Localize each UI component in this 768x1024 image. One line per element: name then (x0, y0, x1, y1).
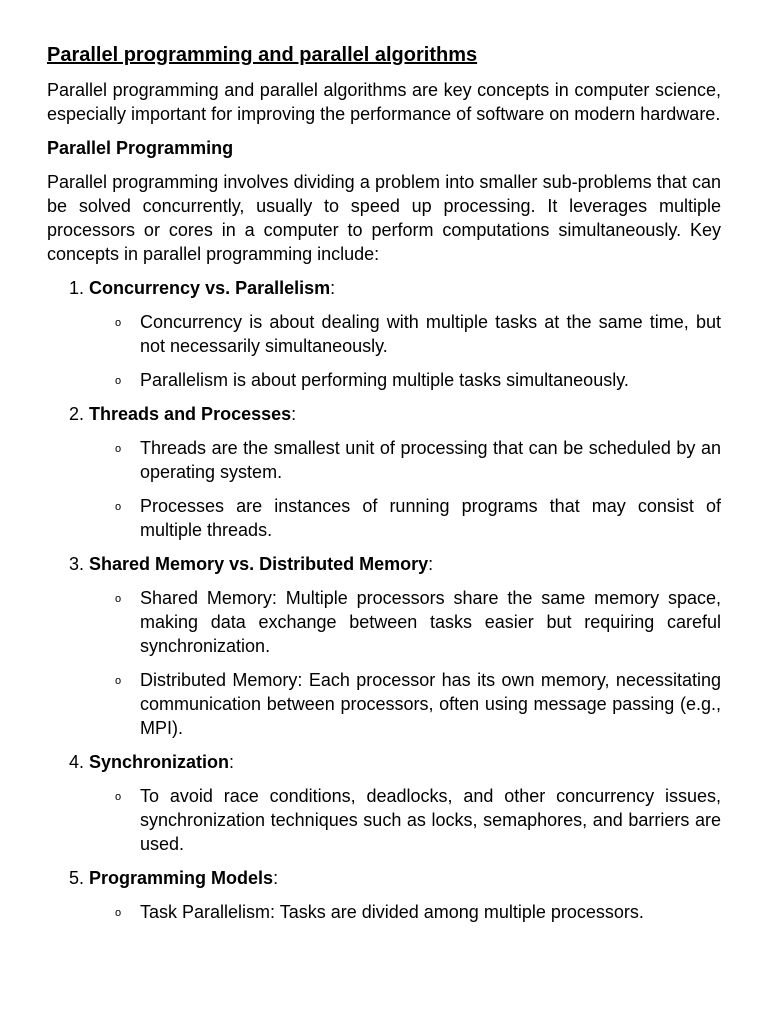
sub-list (47, 436, 721, 542)
sub-item-text: Threads are the smallest unit of processing that can be scheduled by an operating system. (140, 438, 721, 482)
list-term: Concurrency vs. Parallelism (89, 278, 331, 298)
list-item-heading (47, 552, 721, 576)
sub-list-item (47, 368, 721, 392)
list-term: Programming Models (89, 868, 274, 888)
circle-bullet-icon: o (115, 593, 122, 605)
list-colon: : (229, 752, 235, 772)
circle-bullet-icon: o (115, 791, 122, 803)
sub-item-text: Processes are instances of running programs that may consist of multiple threads. (140, 496, 721, 540)
document-title: Parallel programming and parallel algorithms (47, 44, 478, 66)
list-number: 2. (69, 404, 85, 424)
sub-list-item (47, 436, 721, 484)
list-number: 4. (69, 752, 85, 772)
list-item (47, 750, 721, 856)
list-colon: : (291, 404, 297, 424)
sub-list (47, 310, 721, 392)
sub-list (47, 784, 721, 856)
list-item-heading (47, 750, 721, 774)
circle-bullet-icon: o (115, 907, 122, 919)
sub-list-item (47, 900, 721, 924)
concepts-list (47, 276, 721, 924)
circle-bullet-icon: o (115, 443, 122, 455)
sub-list-item (47, 494, 721, 542)
sub-list-item (47, 784, 721, 856)
sub-list-item (47, 310, 721, 358)
circle-bullet-icon: o (115, 501, 122, 513)
list-term: Synchronization (89, 752, 230, 772)
intro-paragraph: Parallel programming and parallel algorithms are key concepts in computer science, especially important for improving the performance of software on modern hardware. (47, 80, 721, 124)
list-number: 3. (69, 554, 85, 574)
list-term: Threads and Processes (89, 404, 292, 424)
sub-item-text: Task Parallelism: Tasks are divided among multiple processors. (140, 902, 644, 922)
sub-item-text: Concurrency is about dealing with multiple tasks at the same time, but not necessarily simultaneously. (140, 312, 721, 356)
sub-list (47, 900, 721, 924)
list-colon: : (330, 278, 336, 298)
section-paragraph: Parallel programming involves dividing a problem into smaller sub-problems that can be solved concurrently, usually to speed up processing. It leverages multiple processors or cores in a computer to perform computations simultaneously. Key concepts in parallel programming include: (47, 172, 721, 264)
list-number: 1. (69, 278, 85, 298)
sub-item-text: Shared Memory: Multiple processors share the same memory space, making data exchange between tasks easier but requiring careful synchronization. (140, 588, 721, 656)
sub-list (47, 586, 721, 740)
list-item (47, 402, 721, 542)
list-colon: : (428, 554, 434, 574)
section-heading: Parallel Programming (47, 138, 234, 158)
list-item-heading (47, 276, 721, 300)
sub-item-text: Distributed Memory: Each processor has its own memory, necessitating communication between processors, often using message passing (e.g., MPI). (140, 670, 721, 738)
list-item (47, 866, 721, 924)
sub-item-text: To avoid race conditions, deadlocks, and other concurrency issues, synchronization techniques such as locks, semaphores, and barriers are used. (140, 786, 721, 854)
list-item (47, 276, 721, 392)
sub-list-item (47, 668, 721, 740)
circle-bullet-icon: o (115, 375, 122, 387)
circle-bullet-icon: o (115, 675, 122, 687)
list-item (47, 552, 721, 740)
list-colon: : (273, 868, 279, 888)
circle-bullet-icon: o (115, 317, 122, 329)
list-term: Shared Memory vs. Distributed Memory (89, 554, 429, 574)
list-item-heading (47, 402, 721, 426)
list-number: 5. (69, 868, 85, 888)
sub-list-item (47, 586, 721, 658)
list-item-heading (47, 866, 721, 890)
sub-item-text: Parallelism is about performing multiple tasks simultaneously. (140, 370, 629, 390)
